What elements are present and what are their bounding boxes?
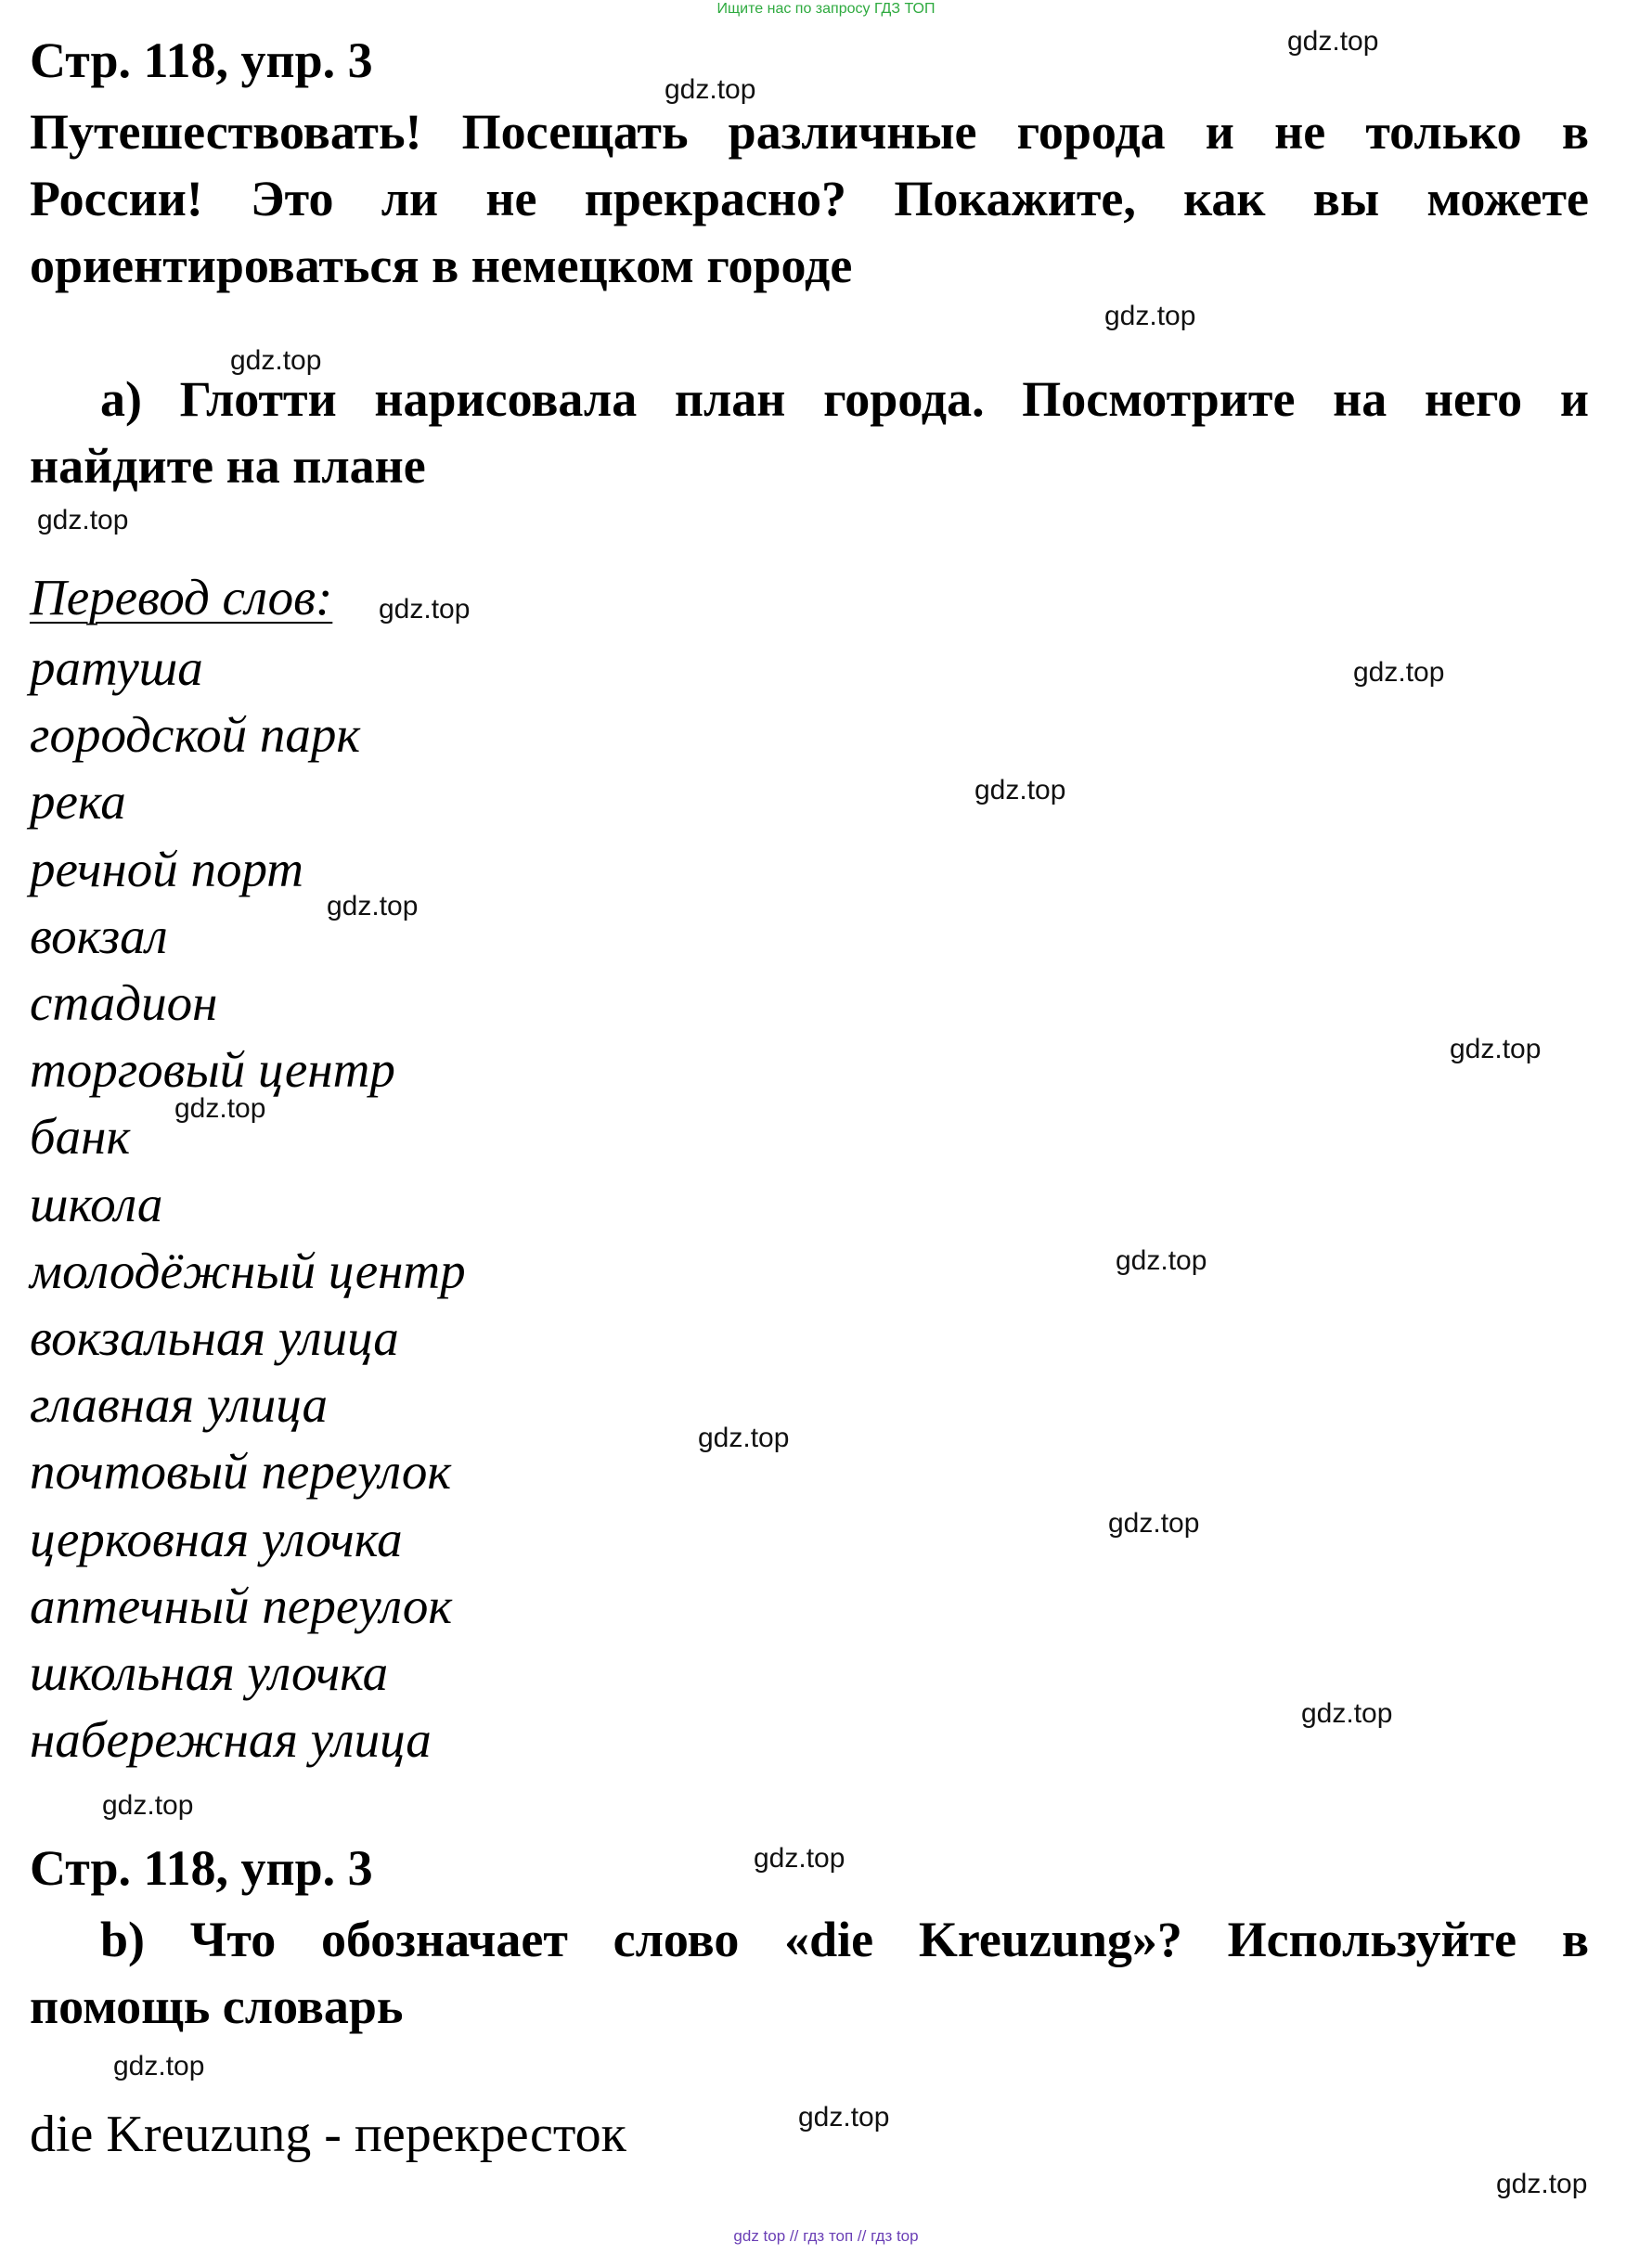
watermark: gdz.top [974, 775, 1066, 805]
vocab-item-shopping-center: торговый центр [30, 1041, 395, 1099]
vocab-item-school-alley: школьная улочка [30, 1644, 389, 1702]
vocab-list [30, 635, 466, 1773]
vocab-item-post-lane: почтовый переулок [30, 1443, 452, 1501]
watermark: gdz.top [1301, 1698, 1393, 1729]
watermark: gdz.top [1450, 1034, 1542, 1064]
vocab-item-river: река [30, 773, 126, 831]
vocab-item-station-street: вокзальная улица [30, 1309, 399, 1367]
vocab-item-school: школа [30, 1175, 163, 1232]
watermark: gdz.top [327, 891, 419, 921]
watermark: gdz.top [1108, 1508, 1200, 1539]
vocab-item-bank: банк [30, 1108, 131, 1166]
task-b-line-1: b) Что обозначает слово «die Kreuzung»? Используйте в [100, 1912, 1589, 1967]
watermark: gdz.top [230, 345, 322, 376]
watermark: gdz.top [665, 74, 756, 105]
intro-line-3: ориентироваться в немецком городе [30, 238, 853, 293]
vocab-item-pharmacy-lane: аптечный переулок [30, 1577, 453, 1634]
vocab-item-church-alley: церковная улочка [30, 1510, 403, 1567]
watermark: gdz.top [754, 1843, 845, 1874]
watermark: gdz.top [1287, 26, 1379, 57]
task-b-line-2: помощь словарь [30, 1978, 404, 2034]
watermark: gdz.top [798, 2102, 890, 2133]
vocab-item-station: вокзал [30, 907, 168, 964]
watermark: gdz.top [174, 1093, 266, 1124]
task-a-line-2: найдите на плане [30, 438, 426, 494]
watermark: gdz.top [1496, 2169, 1588, 2199]
watermark: gdz.top [1116, 1245, 1207, 1276]
section-a-heading: Стр. 118, упр. 3 [30, 32, 373, 88]
footer: gdz top // гдз топ // гдз top [733, 2227, 919, 2245]
watermark: gdz.top [379, 594, 471, 625]
task-a-line-1: a) Глотти нарисовала план города. Посмотрите на него и [100, 371, 1589, 427]
vocab-item-stadium: стадион [30, 974, 218, 1032]
top-banner: Ищите нас по запросу ГДЗ ТОП [716, 1, 936, 17]
watermark: gdz.top [37, 505, 129, 535]
watermark: gdz.top [102, 1790, 194, 1821]
section-b-heading: Стр. 118, упр. 3 [30, 1840, 373, 1896]
vocab-item-river-port: речной порт [30, 840, 303, 897]
intro-line-1: Путешествовать! Посещать различные города и не только в [30, 104, 1589, 160]
watermark: gdz.top [1104, 301, 1196, 331]
watermark: gdz.top [1353, 657, 1445, 688]
vocab-item-town-hall: ратуша [30, 639, 203, 696]
vocab-item-youth-center: молодёжный центр [30, 1242, 466, 1299]
watermark: gdz.top [113, 2051, 205, 2081]
vocab-title: Перевод слов: [30, 569, 333, 625]
watermark: gdz.top [698, 1423, 790, 1453]
answer-text: die Kreuzung - перекресток [30, 2106, 626, 2163]
vocab-item-main-street: главная улица [30, 1376, 328, 1434]
vocab-item-embankment-street: набережная улица [30, 1711, 432, 1769]
vocab-item-city-park: городской парк [30, 706, 361, 764]
intro-line-2: России! Это ли не прекрасно? Покажите, как вы можете [30, 171, 1589, 226]
